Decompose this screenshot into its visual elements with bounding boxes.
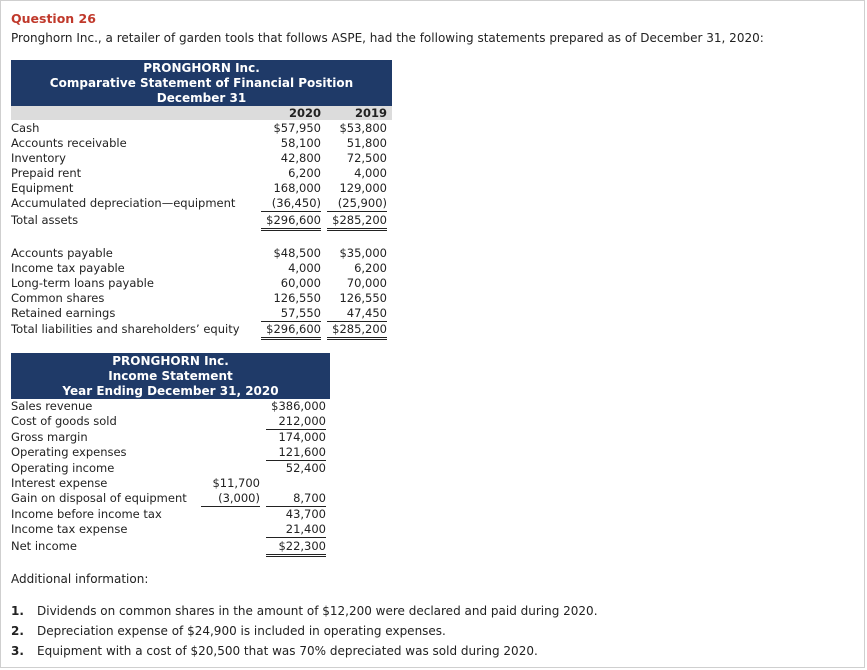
balance-sheet-table: 2020 2019 Cash $57,950 $53,800 Accounts receivable 58,100 51,800 Inventory 42,800 72,500 Prepaid rent 6,200 4,000 Equipment 168,000 129,000 Accumulated depreciation—equipment (36,450) (25,900) Total assets $296,600 $285,200 Accounts payable $48,500 $35,000 Income tax payable 4,000 6,200 Long-term loans payable 60,000 70,000 Common shares 126,550 126,550 Retained earnings 57,550 47,450 Total liabilities and shareholders’ equity $296,600 $285,200	[11, 106, 392, 341]
question-intro: Pronghorn Inc., a retailer of garden tools that follows ASPE, had the following statements prepared as of December 31, 2020:	[11, 31, 764, 45]
bs-title: Comparative Statement of Financial Position	[49, 76, 354, 90]
income-statement-table: Sales revenue $386,000 Cost of goods sold 212,000 Gross margin 174,000 Operating expenses 121,600 Operating income 52,400 Interest expense $11,700 Gain on disposal of equipment (3,000) 8,700 Income before income tax 43,700 Income tax expense 21,400 Net income $22,300	[11, 399, 330, 559]
list-item: 1. Dividends on common shares in the amount of $12,200 were declared and paid during 2020.	[11, 604, 598, 618]
additional-info-title: Additional information:	[11, 572, 149, 586]
is-title: Income Statement	[108, 369, 233, 383]
col-2020: 2020	[288, 106, 321, 120]
balance-sheet-header	[11, 60, 392, 106]
list-item: 3. Equipment with a cost of $20,500 that was 70% depreciated was sold during 2020.	[11, 644, 538, 658]
additional-info-list	[11, 603, 598, 663]
bs-company: PRONGHORN Inc.	[143, 61, 260, 75]
bs-date: December 31	[156, 91, 247, 105]
is-company: PRONGHORN Inc.	[112, 354, 229, 368]
question-title: Question 26	[11, 11, 96, 26]
col-2019: 2019	[354, 106, 387, 120]
income-statement-header	[11, 353, 330, 399]
list-item: 2. Depreciation expense of $24,900 is included in operating expenses.	[11, 624, 446, 638]
is-date: Year Ending December 31, 2020	[62, 384, 279, 398]
